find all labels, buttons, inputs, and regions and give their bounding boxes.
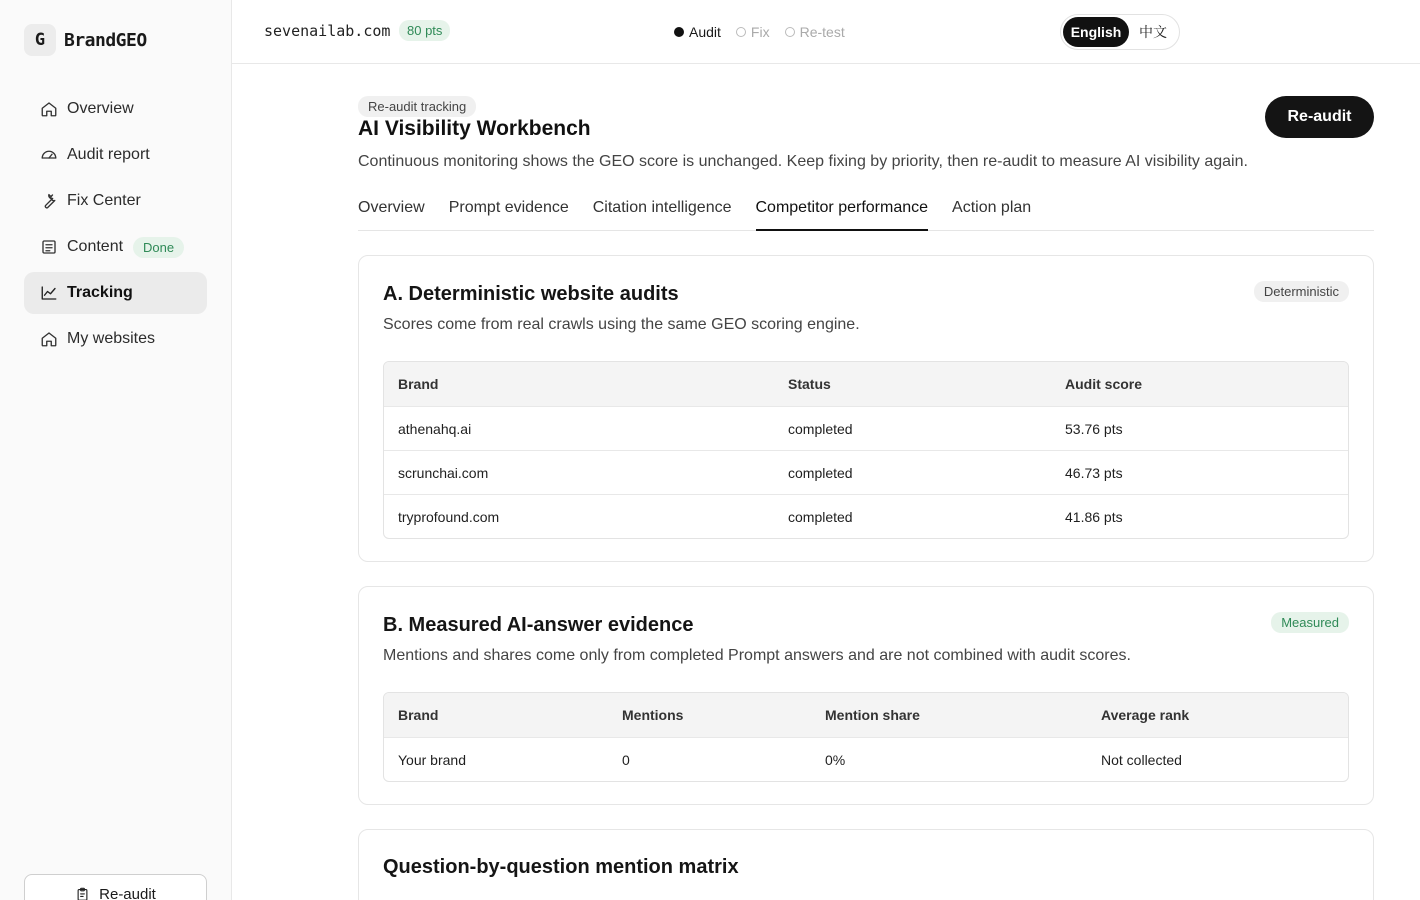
document-icon: [40, 238, 58, 256]
gauge-icon: [40, 146, 58, 164]
section-description: Mentions and shares come only from completed Prompt answers and are not combined with audit scores.: [383, 647, 1131, 664]
step-label: Audit: [689, 24, 721, 40]
status-badge: Done: [133, 237, 184, 258]
table-header-row: [384, 693, 1348, 737]
sidebar-item-fix-center[interactable]: [24, 180, 207, 222]
sidebar: [0, 0, 232, 900]
logo-mark: G: [24, 24, 56, 56]
table-row: [384, 450, 1348, 494]
step-label: Fix: [750, 24, 770, 40]
table-row: [384, 737, 1348, 781]
sidebar-item-label: Fix Center: [67, 192, 141, 209]
tab-citation-intelligence[interactable]: Citation intelligence: [592, 199, 732, 216]
sidebar-item-label: Overview: [67, 100, 134, 117]
page-title: AI Visibility Workbench: [358, 117, 591, 140]
score-badge: 80 pts: [399, 20, 450, 41]
sidebar-item-label: Audit report: [67, 146, 150, 163]
home-icon: [40, 100, 58, 118]
table-row: [384, 406, 1348, 450]
sidebar-reaudit-button[interactable]: [24, 874, 207, 900]
column-header-status: Status: [788, 376, 831, 392]
sidebar-item-label: My websites: [67, 330, 156, 347]
measured-badge: Measured: [1271, 612, 1349, 633]
tab-prompt-evidence[interactable]: Prompt evidence: [448, 199, 569, 216]
tab-competitor-performance[interactable]: Competitor performance: [756, 190, 929, 231]
cell-brand: scrunchai.com: [398, 464, 489, 481]
cell-brand: tryprofound.com: [398, 508, 500, 525]
language-option-chinese[interactable]: 中文: [1139, 24, 1167, 40]
cell-audit-score: 53.76 pts: [1065, 420, 1123, 437]
tab-action-plan[interactable]: Action plan: [952, 199, 1032, 216]
sidebar-item-tracking[interactable]: [24, 272, 207, 314]
clipboard-icon: [75, 887, 90, 900]
sidebar-item-label: Content: [67, 238, 124, 255]
column-header-mentions: Mentions: [622, 707, 684, 723]
sidebar-item-content[interactable]: [24, 226, 207, 268]
language-switcher: [1060, 14, 1180, 50]
step-label: Re-test: [799, 24, 845, 40]
cell-brand: Your brand: [398, 751, 466, 768]
step-dot-icon: [736, 27, 746, 37]
home-icon: [40, 330, 58, 348]
wrench-icon: [40, 192, 58, 210]
column-header-audit-score: Audit score: [1065, 376, 1143, 392]
sidebar-item-my-websites[interactable]: [24, 318, 207, 360]
sidebar-item-label: Tracking: [67, 284, 133, 301]
step-audit[interactable]: [674, 24, 721, 40]
page-subtitle: Continuous monitoring shows the GEO score is unchanged. Keep fixing by priority, then re-audit to measure AI visibility again.: [358, 153, 1248, 170]
step-dot-icon: [674, 27, 684, 37]
workflow-steps: [674, 24, 860, 40]
measured-evidence-card: [358, 586, 1374, 805]
column-header-brand: Brand: [398, 376, 439, 392]
column-header-mention-share: Mention share: [825, 707, 920, 723]
language-option-english[interactable]: English: [1063, 17, 1129, 47]
mentions-table: [383, 692, 1349, 782]
cell-status: completed: [788, 420, 853, 437]
reaudit-button[interactable]: Re-audit: [1265, 96, 1374, 138]
step-fix[interactable]: [736, 24, 770, 40]
cell-mentions: 0: [622, 751, 630, 768]
tab-bar: [358, 190, 1374, 231]
sidebar-item-overview[interactable]: [24, 88, 207, 130]
cell-brand: athenahq.ai: [398, 420, 472, 437]
step-re-test[interactable]: [785, 24, 845, 40]
brand-name: BrandGEO: [64, 29, 147, 51]
site-domain: sevenailab.com: [264, 22, 391, 40]
section-title: A. Deterministic website audits: [383, 283, 679, 305]
table-header-row: [384, 362, 1348, 406]
sidebar-item-audit-report[interactable]: [24, 134, 207, 176]
page-kicker: Re-audit tracking: [358, 96, 476, 117]
audit-scores-table: [383, 361, 1349, 539]
cell-audit-score: 41.86 pts: [1065, 508, 1123, 525]
cell-mention-share: 0%: [825, 751, 846, 768]
sidebar-reaudit-label: Re-audit: [99, 886, 156, 900]
column-header-average-rank: Average rank: [1101, 707, 1190, 723]
sidebar-nav: [24, 88, 207, 364]
deterministic-badge: Deterministic: [1254, 281, 1349, 302]
mention-matrix-card: [358, 829, 1374, 900]
section-title: Question-by-question mention matrix: [383, 856, 739, 878]
brand-logo[interactable]: [24, 24, 147, 56]
section-title: B. Measured AI-answer evidence: [383, 614, 694, 636]
chart-line-icon: [40, 284, 58, 302]
top-bar: [232, 0, 1420, 64]
tab-overview[interactable]: Overview: [358, 199, 425, 216]
table-row: [384, 494, 1348, 538]
column-header-brand: Brand: [398, 707, 439, 723]
cell-average-rank: Not collected: [1101, 751, 1182, 768]
cell-status: completed: [788, 508, 853, 525]
deterministic-audits-card: [358, 255, 1374, 562]
cell-audit-score: 46.73 pts: [1065, 464, 1123, 481]
section-description: Scores come from real crawls using the same GEO scoring engine.: [383, 316, 860, 333]
step-dot-icon: [785, 27, 795, 37]
cell-status: completed: [788, 464, 853, 481]
